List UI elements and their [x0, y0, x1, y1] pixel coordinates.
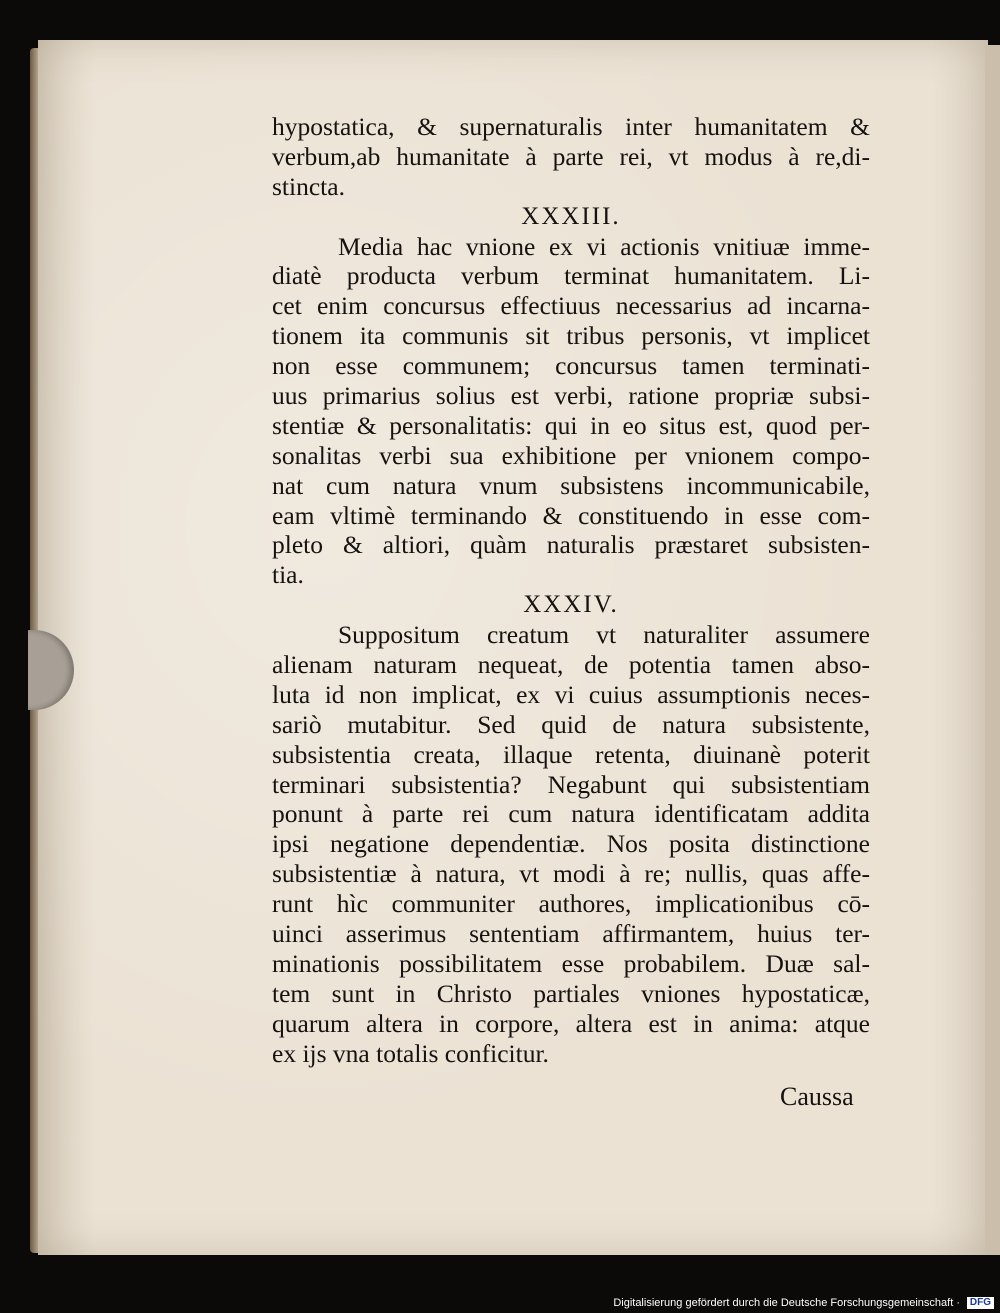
text-line: ex ijs vna totalis conficitur.: [272, 1038, 549, 1068]
text-line: nat cum natura vnum subsistens incommunicabile,: [272, 470, 870, 500]
text-line: runt hìc communiter authores, implicationibus cō-: [272, 889, 870, 919]
text-line: hypostatica, & supernaturalis inter humanitatem &: [272, 112, 870, 141]
dfg-logo-icon: DFG: [967, 1297, 994, 1309]
text-line: tia.: [272, 560, 304, 590]
text-line: Suppositum creatum vt naturaliter assumere: [338, 620, 870, 650]
text-line: Media hac vnione ex vi actionis vnitiuæ imme-: [338, 231, 870, 261]
text-line: tem sunt in Christo partiales vniones hypostaticæ,: [272, 978, 870, 1008]
text-line: ipsi negatione dependentiæ. Nos posita distinctione: [272, 829, 870, 859]
section-heading: XXXIV.: [523, 591, 619, 619]
text-line: terminari subsistentia? Negabunt qui subsistentiam: [272, 769, 870, 799]
text-line: alienam naturam nequeat, de potentia tamen abso-: [272, 650, 870, 680]
footer-credit: Digitalisierung gefördert durch die Deutsche Forschungsgemeinschaft ·: [613, 1297, 960, 1309]
text-line: eam vltimè terminando & constituendo in esse com-: [272, 500, 870, 530]
text-line: tionem ita communis sit tribus personis, vt implicet: [272, 321, 870, 351]
text-line: verbum,ab humanitate à parte rei, vt modus à re,di-: [272, 141, 870, 171]
text-line: sariò mutabitur. Sed quid de natura subsistente,: [272, 709, 870, 739]
text-line: luta id non implicat, ex vi cuius assumptionis neces-: [272, 679, 870, 709]
text-line: uus primarius solius est verbi, ratione propriæ subsi-: [272, 381, 870, 411]
text-line: quarum altera in corpore, altera est in anima: atque: [272, 1008, 870, 1038]
text-line: uinci asserimus sententiam affirmantem, huius ter-: [272, 919, 870, 949]
text-line: minationis possibilitatem esse probabilem. Duæ sal-: [272, 948, 870, 978]
text-line: ponunt à parte rei cum natura identificatam addita: [272, 799, 870, 829]
book-edge-right: [985, 45, 1000, 1255]
text-line: pleto & altiori, quàm naturalis præstaret subsisten-: [272, 530, 870, 560]
text-line: subsistentia creata, illaque retenta, diuinanè poterit: [272, 739, 870, 769]
text-line: subsistentiæ à natura, vt modi à re; nullis, quas affe-: [272, 859, 870, 889]
text-line: sonalitas verbi sua exhibitione per vnionem compo-: [272, 440, 870, 470]
section-heading: XXXIII.: [521, 202, 621, 230]
text-line: stentiæ & personalitatis: qui in eo situs est, quod per-: [272, 410, 870, 440]
page-text: [272, 112, 870, 1069]
text-line: cet enim concursus effectiuus necessarius ad incarna-: [272, 291, 870, 321]
text-line: diatè producta verbum terminat humanitatem. Li-: [272, 261, 870, 291]
text-line: non esse communem; concursus tamen terminati-: [272, 351, 870, 381]
text-line: stincta.: [272, 171, 345, 201]
catchword: Caussa: [780, 1082, 854, 1111]
